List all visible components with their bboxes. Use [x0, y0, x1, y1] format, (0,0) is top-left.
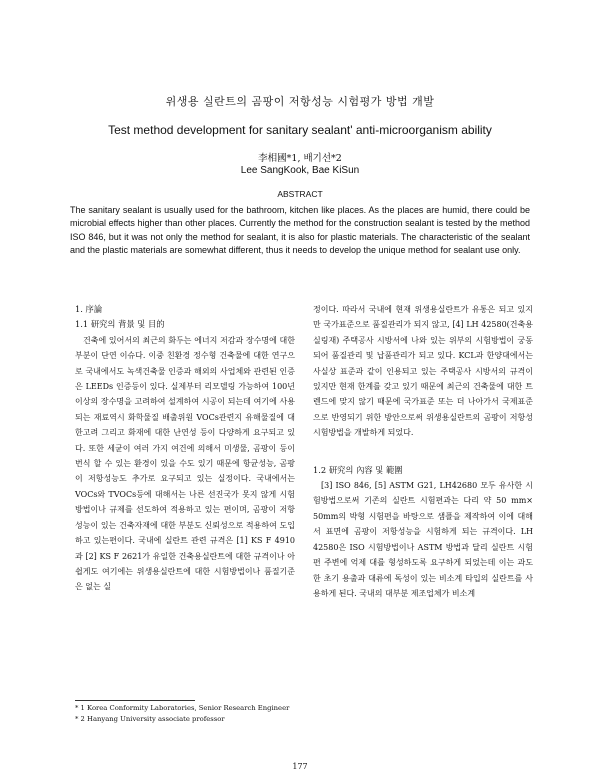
section-1-1-paragraph: 건축에 있어서의 최근의 화두는 에너지 저감과 장수명에 대한 부분이 단연 이슈다. 이중 친환경 정수형 건축물에 대한 연구으로 국내에서도 녹색건축물 인증과 해외의 사업체와 관련된 인증은 LEEDs 인증등이 있다. 실제부터 리모델링 가능하여 100년 이상의 장수명을 고려하여 설계하여 시공이 되는데 여기에 사용되는 재료역시 화학물질 배출위원 VOCs관련지 유해물질에 대한고려 그리고 화재에 대한 난연성 등이 다양하게 요구되고 있다. 또한 세균이 여러 가지 여건에 의해서 미생물, 곰팡이 등이 번식 할 수 있는 환경이 있을 수도 있기 때문에 항균성능, 곰팡이 저항성능도 추가로 요구되고 있는 실정이다. 국내에서는 VOCs와 TVOCs등에 대해서는 나른 선진국가 못지 않게 시험방법이나 규제를 선도하여 적용하고 있는 편이며, 곰팡이 저항성능이 있는 건축자재에 대한 부분도 신뢰성으로 적용하여 도입하고 있는편이다. 국내에 실란트 관련 규격은 [1] KS F 4910과 [2] KS F 2621가 유일한 건축용실란트에 대한 규격이나 아쉽게도 여기에는 위생용실란트에 대한 시험방법이나 품질기준은 없는 실	[75, 335, 295, 592]
english-authors: Lee SangKook, Bae KiSun	[240, 165, 360, 176]
section-gap	[313, 441, 533, 463]
section-1-1-heading: 1.1 研究의 背景 및 目的	[75, 319, 165, 330]
abstract-heading: ABSTRACT	[277, 189, 323, 199]
right-paragraph-2: [3] ISO 846, [5] ASTM G21, LH42680 모두 유사한 시험방법으로써 기존의 실란트 시험편과는 다리 약 50 mm× 50mm의 박형 시험편을 바탕으로 샘플을 제작하여 이에 대해서 표면에 곰팡이 저항성능을 시험하게 되는 규격이다. LH 42580은 ISO 시험방법이나 ASTM 방법과 달리 실란트 시험편 주변에 억제 대를 형성하도록 요구하게 되었는데 이는 과도한 초기 용출과 대류에 독성이 있는 비소계 타입의 실란트를 사용하게 된다. 국내의 대부분 제조업체가 비소계	[313, 481, 533, 598]
footnote-1: * 1 Korea Conformity Laboratories, Senior Research Engineer	[75, 704, 290, 712]
right-column	[313, 302, 533, 601]
korean-title: 위생용 실란트의 곰팡이 저항성능 시험평가 방법 개발	[165, 95, 435, 108]
korean-authors: 李相國*1, 배기선*2	[258, 153, 342, 164]
section-1-heading: 1. 序論	[75, 304, 103, 314]
page-number: 177	[292, 762, 308, 771]
footnote-rule	[75, 700, 195, 701]
section-1-2-heading: 1.2 研究의 內容 및 範圍	[313, 464, 403, 475]
left-column	[75, 302, 295, 595]
right-paragraph-1: 정이다. 따라서 국내에 현재 위생용실란트가 유통은 되고 있지만 국가표준으로 품질관리가 되지 않고, [4] LH 42580(건축용 실링재) 주택공사 시방서에 나와 있는 위부의 시험방법이 궁동되어 품질관리 및 납품관리가 되고 있다. KCL과 한양대에서는 사실상 표준과 같이 인용되고 있는 주택공사 시방서의 규격이 있지만 현재 한계를 갖고 있기 때문에 최근의 건축물에 대한 트렌드에 맞지 않기 때문에 국가표준 또는 더 나아가서 국제표준으로 반영되기 위한 방안으로써 위생용실란트의 곰팡이 저항성 시험방법을 개발하게 되었다.	[313, 305, 533, 438]
footnotes	[75, 703, 375, 725]
abstract-text: The sanitary sealant is usually used for the bathroom, kitchen like places. As the places are humid, there could be microbial effects higher than other places. Currently the method for the construction sealant is tested by the method ISO 846, but it was not only the method for sealant, it is also for plastic materials. The characteristic of the sealant and the plastic materials are somewhat different, thus it needs to develop the unique method for sealant use only.	[70, 205, 530, 256]
footnote-2: * 2 Hanyang University associate professor	[75, 715, 225, 723]
english-title: Test method development for sanitary sealant' anti-microorganism ability	[108, 123, 492, 137]
